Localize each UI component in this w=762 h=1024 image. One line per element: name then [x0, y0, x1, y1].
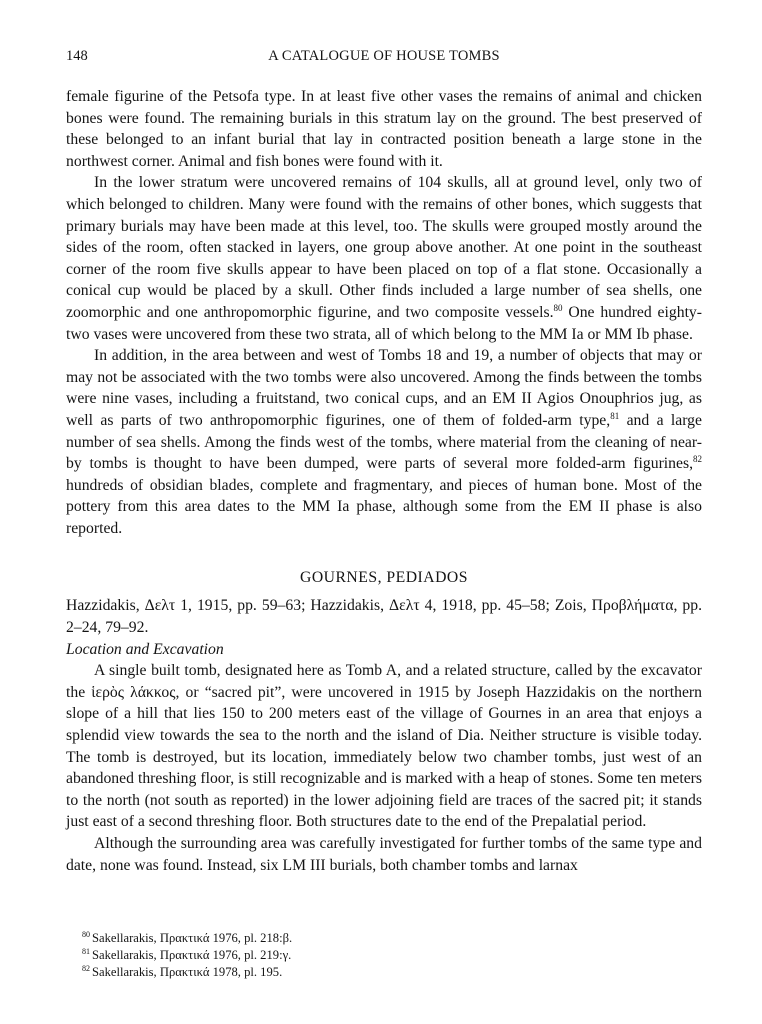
paragraph-1: female figurine of the Petsofa type. In at least five other vases the remains of animal and chicken bones were found. The remaining burials in this stratum lay on the ground. The best preserved of these belonged to an infant burial that lay in contracted position beneath a large stone in the northwest corner. Animal and fish bones were found with it.	[66, 88, 702, 170]
footnote-text: Sakellarakis, Πρακτικά 1976, pl. 218:β.	[92, 931, 293, 945]
footnote-81	[82, 947, 682, 964]
paragraph-2-text-b: One hundred eighty-two vases were uncovered from these two strata, all of which belong to the MM Ia or MM Ib phase.	[66, 303, 702, 343]
page-number: 148	[66, 48, 88, 64]
footnotes	[82, 930, 682, 981]
subheading: Location and Excavation	[66, 640, 224, 658]
footnote-number: 80	[82, 930, 90, 939]
footnote-number: 81	[82, 947, 90, 956]
paragraph-4: A single built tomb, designated here as Tomb A, and a related structure, called by the excavator the ἱερὸς λάκκος, or “sacred pit”, were uncovered in 1915 by Joseph Hazzidakis on the northern slope of a hill that lies 150 to 200 meters east of the village of Gournes in an area that enjoys a splendid view towards the sea to the north and the island of Dia. Neither structure is visible today. The tomb is destroyed, but its location, immediately below two chamber tombs, just west of an abandoned threshing floor, is still recognizable and is marked with a heap of stones. Some ten meters to the north (not south as reported) in the lower adjoining field are traces of the sacred pit; it stands just east of a second threshing floor. Both structures date to the end of the Prepalatial period.	[66, 662, 702, 831]
footnote-ref-82[interactable]: 82	[693, 454, 702, 465]
footnote-ref-81[interactable]: 81	[610, 410, 620, 421]
page-header	[66, 48, 702, 70]
paragraph-2	[66, 172, 702, 345]
running-title: A CATALOGUE OF HOUSE TOMBS	[268, 48, 500, 64]
paragraph-5: Although the surrounding area was carefully investigated for further tombs of the same type and date, none was found. Instead, six LM III burials, both chamber tombs and larnax	[66, 835, 702, 874]
paragraph-3	[66, 345, 702, 539]
paragraph-3-text-b: and a large number of sea shells. Among the finds west of the tombs, where material from the cleaning of near-by tombs is thought to have been dumped, were parts of several more folded-arm figurines,	[66, 411, 702, 473]
footnote-number: 82	[82, 964, 90, 973]
paragraph-3-text-a: In addition, in the area between and west of Tombs 18 and 19, a number of objects that may or may not be associated with the two tombs were also uncovered. Among the finds between the tombs were nine vases, including a fruitstand, two conical cups, and an EM II Agios Onouphrios jug, as well as parts of two anthropomorphic figurines, one of them of folded-arm type,	[66, 347, 702, 429]
footnote-text: Sakellarakis, Πρακτικά 1978, pl. 195.	[92, 965, 283, 979]
main-text	[66, 86, 702, 876]
paragraph-2-text-a: In the lower stratum were uncovered remains of 104 skulls, all at ground level, only two of which belonged to children. Many were found with the remains of other bones, which suggests that primary burials may have been made at this level, too. The skulls were grouped mostly around the sides of the room, often stacked in layers, one group above another. At one point in the southeast corner of the room five skulls appear to have been placed on top of a flat stone. Occasionally a conical cup would be placed by a skull. Other finds included a large number of sea shells, one zoomorphic and one anthropomorphic figurine, and two composite vessels.	[66, 174, 702, 321]
section-title: GOURNES, PEDIADOS	[299, 569, 468, 587]
footnote-82	[82, 964, 682, 981]
footnote-80	[82, 930, 682, 947]
paragraph-3-text-c: hundreds of obsidian blades, complete and fragmentary, and pieces of human bone. Most of the pottery from this area dates to the MM Ia phase, although some from the EM II phase is also reported.	[66, 476, 702, 537]
section-references: Hazzidakis, Δελτ 1, 1915, pp. 59–63; Hazzidakis, Δελτ 4, 1918, pp. 45–58; Zois, Προβλήματα, pp. 2–24, 79–92.	[66, 597, 702, 637]
footnote-text: Sakellarakis, Πρακτικά 1976, pl. 219:γ.	[92, 948, 292, 962]
footnote-ref-80[interactable]: 80	[553, 302, 563, 313]
